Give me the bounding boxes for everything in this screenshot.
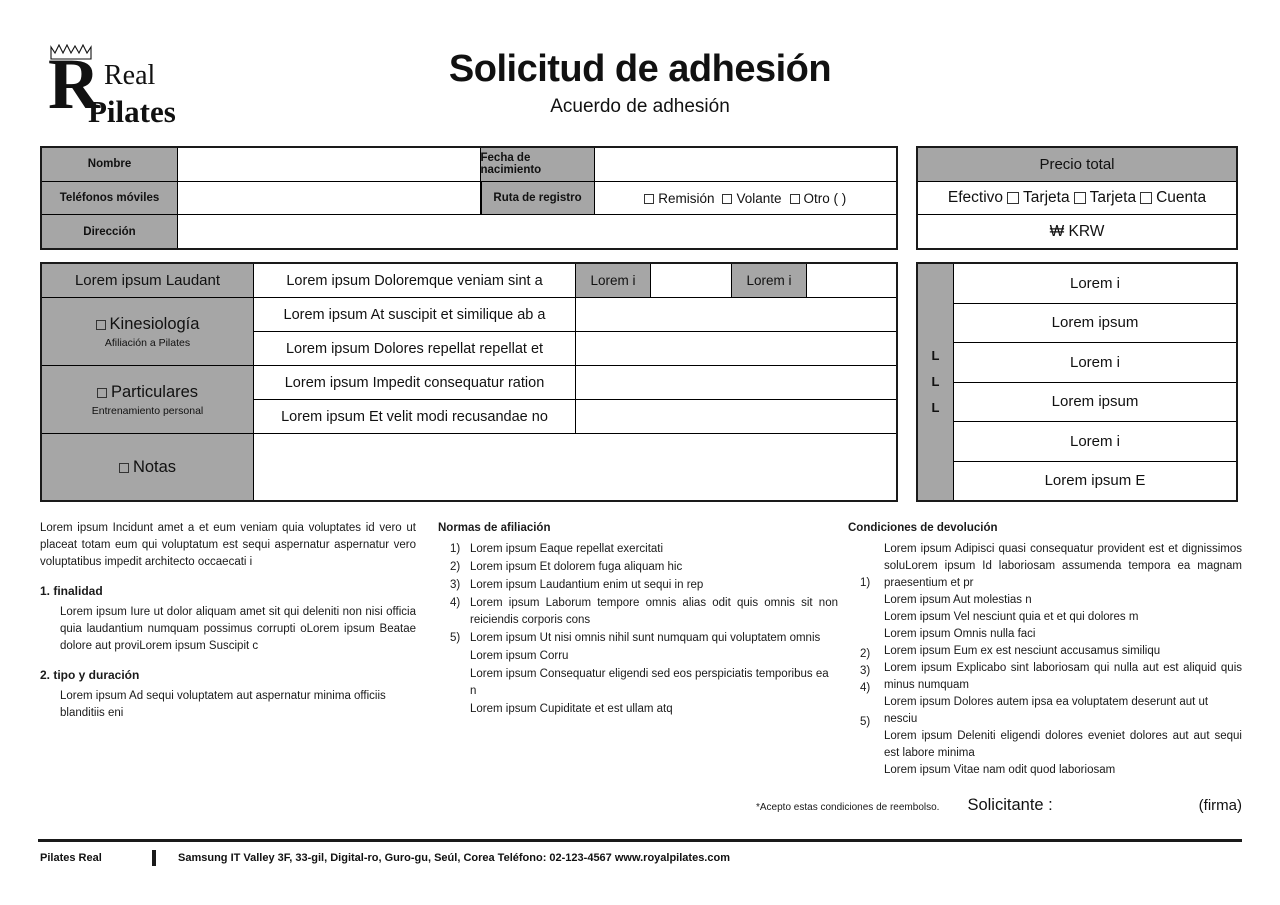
membership-rules-list	[438, 541, 838, 718]
program-subheader-1: Lorem i	[576, 264, 651, 297]
table-row	[254, 332, 896, 366]
program-left-column	[42, 264, 254, 500]
schedule-side-letter: L	[931, 400, 940, 415]
refund-conditions-list	[848, 541, 1242, 779]
list-item	[438, 577, 838, 594]
footer-address: Samsung IT Valley 3F, 33-gil, Digital-ro, Guro-gu, Seúl, Corea Teléfono: 02-123-4567 www.royalpilates.com	[178, 852, 730, 864]
terms-intro: Lorem ipsum Incidunt amet a et eum veniam quia voluptates id vero ut placeat totam eum qui voluptatum est sequi aspernatur aspernatur vero voluptatibus impedit architecto occaecati i	[40, 522, 416, 568]
program-row-label: Lorem ipsum Dolores repellat repellat et	[254, 332, 576, 365]
terms-section-title: 1. finalidad	[40, 584, 103, 598]
list-item-text: Lorem ipsum Laudantium enim ut sequi in rep	[470, 579, 704, 591]
list-item-text: Lorem ipsum Eaque repellat exercitati	[470, 543, 664, 555]
schedule-rows	[954, 264, 1236, 500]
list-item-text: Lorem ipsum Et dolorem fuga aliquam hic	[470, 561, 683, 573]
page-title: Solicitud de adhesión	[448, 48, 832, 90]
address-label: Dirección	[42, 215, 178, 248]
checkbox-icon[interactable]	[1007, 192, 1019, 204]
list-item	[438, 701, 838, 718]
list-item-text: Lorem ipsum Deleniti eligendi dolores eveniet dolores aut aut sequi est labore minima	[884, 730, 1242, 759]
program-right-column	[254, 264, 896, 500]
list-item-number: 3)	[860, 665, 871, 677]
dob-label: Fecha de nacimiento	[481, 148, 595, 181]
list-item	[438, 666, 838, 700]
list-item-number	[438, 648, 470, 665]
personal-info-table	[40, 146, 898, 250]
route-label: Ruta de registro	[481, 182, 595, 215]
program-option-title: Particulares	[97, 383, 198, 402]
program-table	[40, 262, 898, 502]
program-row-label: Lorem ipsum At suscipit et similique ab a	[254, 298, 576, 331]
list-item-text: Lorem ipsum Adipisci quasi consequatur provident est et dignissimos soluLorem ipsum Id laboriosam assumenda tempora ea magnam praesentium et pr	[884, 543, 1242, 589]
list-item-number: 4)	[450, 597, 461, 609]
logo-letter-r: R	[48, 44, 98, 124]
program-option-subtitle: Entrenamiento personal	[91, 404, 204, 417]
checkbox-icon[interactable]	[1074, 192, 1086, 204]
schedule-row[interactable]: Lorem ipsum	[954, 383, 1236, 423]
notes-input[interactable]	[254, 434, 896, 500]
checkbox-icon[interactable]	[119, 463, 129, 473]
list-item	[438, 559, 838, 576]
list-item-number: 3)	[450, 579, 461, 591]
document-header	[0, 0, 1280, 132]
schedule-panel	[916, 262, 1238, 502]
route-option-remision[interactable]: Remisión	[644, 191, 714, 206]
list-item-text: Lorem ipsum Explicabo sint laboriosam qui nulla aut est aliquid quis minus numquam	[884, 662, 1242, 691]
list-item-number: 1)	[860, 577, 871, 589]
payment-method-row	[918, 182, 1236, 216]
payment-option-card1: Tarjeta	[1023, 189, 1070, 206]
list-item	[438, 648, 838, 665]
list-item-text: Lorem ipsum Ut nisi omnis nihil sunt numquam qui voluptatem omnis	[470, 632, 821, 644]
address-input[interactable]	[178, 215, 896, 248]
payment-cash-label: Efectivo	[947, 189, 1004, 206]
logo-word-pilates: Pilates	[88, 94, 176, 129]
program-option-title: Kinesiología	[96, 315, 200, 334]
list-item-text: Lorem ipsum Laborum tempore omnis alias odit quis omnis sit non reiciendis corporis cons	[470, 597, 838, 626]
dob-input[interactable]	[595, 148, 897, 181]
price-currency-value[interactable]: ₩ KRW	[1049, 222, 1105, 240]
list-item-text: Lorem ipsum Dolores autem ipsa ea voluptatem deserunt aut ut nesciu	[884, 696, 1209, 725]
checkbox-icon[interactable]	[644, 194, 654, 204]
list-item-text: Lorem ipsum Vitae nam odit quod laboriosam	[884, 764, 1116, 776]
schedule-row[interactable]: Lorem i	[954, 264, 1236, 304]
title-block	[300, 46, 980, 120]
schedule-row[interactable]: Lorem i	[954, 343, 1236, 383]
program-option-particulares[interactable]	[42, 366, 253, 434]
signature-row	[756, 796, 1242, 815]
payment-option-card2: Tarjeta	[1089, 189, 1137, 206]
program-row-input[interactable]	[576, 332, 896, 365]
document-footer	[40, 850, 1240, 866]
phone-input[interactable]	[178, 182, 481, 215]
notes-label: Notas	[119, 458, 176, 477]
schedule-row[interactable]: Lorem i	[954, 422, 1236, 462]
list-item-text: Lorem ipsum Cupiditate et est ullam atq	[470, 703, 673, 715]
program-subvalue-2[interactable]	[807, 264, 896, 297]
list-item-number	[438, 701, 470, 718]
phone-label: Teléfonos móviles	[42, 182, 178, 215]
table-row	[42, 182, 896, 216]
program-subvalue-1[interactable]	[651, 264, 732, 297]
membership-rules-heading: Normas de afiliación	[438, 522, 551, 534]
route-option-otro[interactable]: Otro ( )	[790, 191, 847, 206]
program-option-subtitle: Afiliación a Pilates	[104, 336, 191, 349]
applicant-label: Solicitante :	[967, 796, 1053, 814]
schedule-row[interactable]: Lorem ipsum E	[954, 462, 1236, 501]
program-row-label: Lorem ipsum Doloremque veniam sint a	[254, 264, 576, 297]
program-row-input[interactable]	[576, 366, 896, 399]
footer-divider	[38, 839, 1242, 842]
notes-option[interactable]	[42, 434, 253, 500]
list-item	[438, 541, 838, 558]
footer-brand: Pilates Real	[40, 852, 102, 864]
notes-row	[254, 434, 896, 500]
checkbox-icon[interactable]	[1140, 192, 1152, 204]
table-row	[254, 366, 896, 400]
table-row	[254, 264, 896, 298]
list-item	[438, 595, 838, 629]
program-row-label: Lorem ipsum Et velit modi recusandae no	[254, 400, 576, 433]
terms-section-title: 2. tipo y duración	[40, 668, 140, 682]
terms-section-body: Lorem ipsum Iure ut dolor aliquam amet sit qui deleniti non nisi officia quia laudantium numquam possimus corrupti oLorem ipsum Beatae dolore aut proviLorem ipsum Suscipit c	[60, 606, 416, 652]
checkbox-icon[interactable]	[722, 194, 732, 204]
table-row	[254, 400, 896, 434]
program-left-header: Lorem ipsum Laudant	[42, 264, 253, 298]
schedule-side-letter: L	[931, 348, 940, 363]
schedule-row[interactable]: Lorem ipsum	[954, 304, 1236, 344]
price-total-box	[916, 146, 1238, 250]
list-item-number: 5)	[450, 632, 461, 644]
program-row-input[interactable]	[576, 400, 896, 433]
checkbox-icon[interactable]	[790, 194, 800, 204]
list-item-number: 1)	[450, 543, 461, 555]
accept-conditions-note: *Acepto estas condiciones de reembolso.	[756, 802, 940, 813]
terms-column-left	[40, 520, 416, 722]
logo-word-real: Real	[104, 60, 156, 91]
page-subtitle: Acuerdo de adhesión	[550, 96, 730, 117]
brand-logo	[42, 34, 232, 129]
checkbox-icon[interactable]	[97, 388, 107, 398]
program-row-input[interactable]	[576, 298, 896, 331]
route-options	[595, 182, 897, 215]
list-item	[438, 630, 838, 647]
payment-option-account: Cuenta	[1156, 189, 1207, 206]
refund-numbers	[860, 541, 886, 731]
list-item-text: Lorem ipsum Vel nesciunt quia et et qui dolores m	[884, 611, 1139, 623]
schedule-side-letter: L	[931, 374, 940, 389]
program-option-kinesiologia[interactable]	[42, 298, 253, 366]
refund-body	[884, 541, 1242, 779]
list-item-number: 5)	[860, 716, 871, 728]
signature-hint[interactable]: (firma)	[1198, 797, 1242, 814]
refund-conditions-heading: Condiciones de devolución	[848, 522, 998, 534]
table-row	[42, 215, 896, 248]
list-item-number	[438, 666, 470, 700]
list-item-text: Lorem ipsum Corru	[470, 650, 569, 662]
schedule-side-label	[918, 264, 954, 500]
list-item-number: 4)	[860, 682, 871, 694]
terms-column-right	[848, 520, 1242, 779]
route-option-volante[interactable]: Volante	[722, 191, 781, 206]
terms-section-body: Lorem ipsum Ad sequi voluptatem aut aspernatur minima officiis blanditiis eni	[60, 690, 386, 719]
list-item-text: Lorem ipsum Aut molestias n	[884, 594, 1032, 606]
name-label: Nombre	[42, 148, 178, 181]
list-item-text: Lorem ipsum Omnis nulla faci	[884, 628, 1036, 640]
list-item-text: Lorem ipsum Eum ex est nesciunt accusamus similiqu	[884, 645, 1161, 657]
list-item-number: 2)	[450, 561, 461, 573]
list-item-number: 2)	[860, 648, 871, 660]
name-input[interactable]	[178, 148, 481, 181]
program-row-label: Lorem ipsum Impedit consequatur ration	[254, 366, 576, 399]
list-item-text: Lorem ipsum Consequatur eligendi sed eos perspiciatis temporibus ea n	[470, 668, 829, 697]
footer-separator-bar	[152, 850, 156, 866]
terms-column-middle	[438, 520, 838, 719]
program-subheader-2: Lorem i	[732, 264, 807, 297]
price-total-heading: Precio total	[918, 148, 1236, 182]
table-row	[254, 298, 896, 332]
table-row	[42, 148, 896, 182]
checkbox-icon[interactable]	[96, 320, 106, 330]
